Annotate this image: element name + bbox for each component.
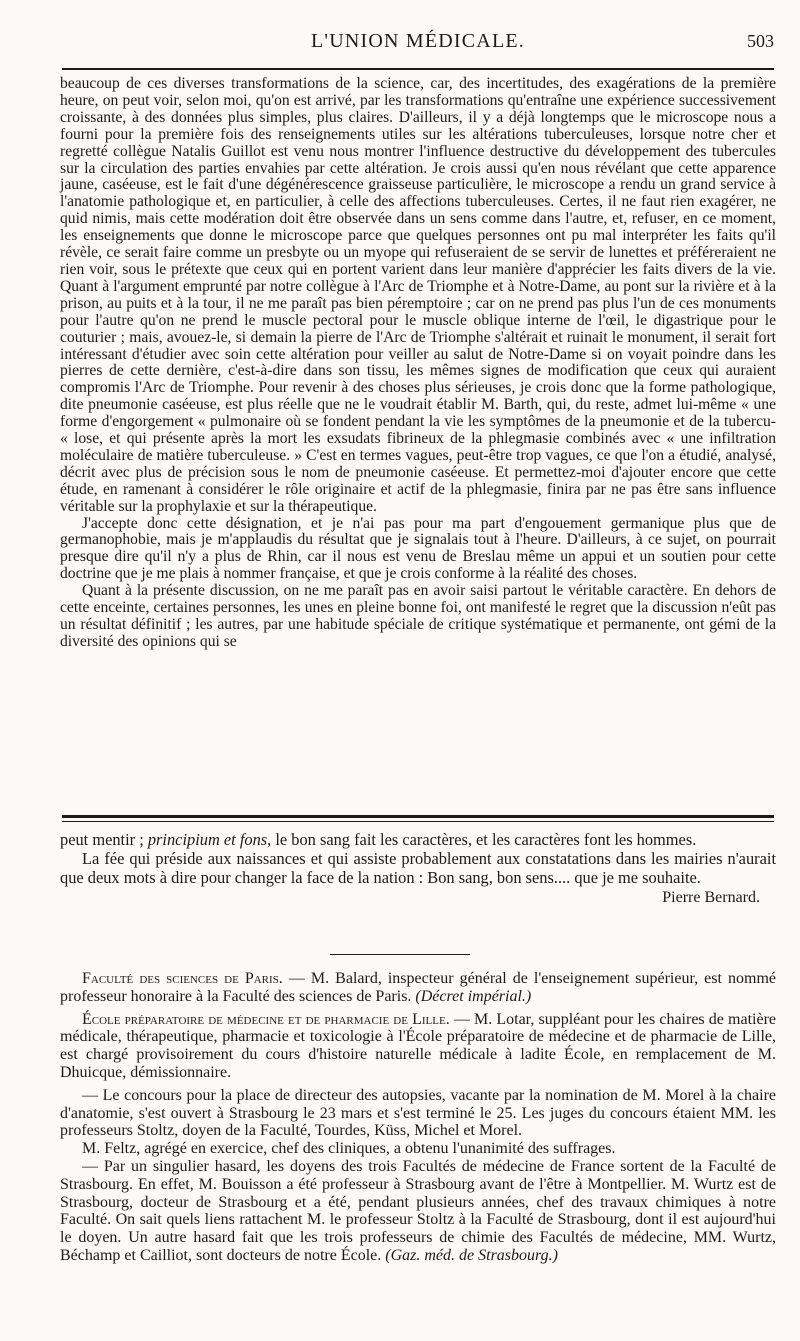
page-number: 503: [747, 31, 774, 51]
feuilleton-lead: peut mentir ;: [60, 830, 148, 849]
article-paragraph-3: Quant à la présente discussion, on ne me paraît pas en avoir saisi partout le véritable caractère. En dehors de cette enceinte, certaines personnes, les unes en pleine bonne foi, ont manifesté le regret que la discussion n'eût pas un résultat définitif ; les autres, par une habitude spéciale de critique systématique et permanente, ont gémi de la diversité des opinions qui se: [60, 582, 776, 650]
page-header: [62, 30, 774, 60]
header-rule: [62, 68, 774, 70]
news-item-2-heading: École préparatoire de médecine et de pharmacie de Lille.: [82, 1010, 450, 1028]
news-item-4: [60, 1140, 776, 1158]
feuilleton-paragraph-2: La fée qui préside aux naissances et qui assiste probablement aux constatations dans les mairies n'aurait que deux mots à dire pour changer la face de la nation : Bon sang, bon sens.... que je me souhaite.: [60, 848, 776, 887]
feuilleton-lead-rest: le bon sang fait les caractères, et les caractères font les hommes.: [271, 830, 697, 849]
feuilleton-paragraph-1: [60, 831, 776, 850]
news-item-1-source: (Décret impérial.): [415, 987, 532, 1005]
article-paragraph-2: J'accepte donc cette désignation, et je n'ai pas pour ma part d'engouement germanique plus que de germanophobie, mais je m'applaudis du résultat que je signalais tout à l'heure. D'ailleurs, à ce sujet, on pourrait presque dire qu'il n'y a plus de Rhin, car il nous est venu de Breslau même un appui et un soutien pour cette doctrine que je me plais à nommer française, et que je crois conforme à la réalité des choses.: [60, 514, 776, 583]
news-item-1: [60, 970, 776, 1006]
news-item-5: [60, 1158, 776, 1265]
feuilleton-italic: principium et fons,: [147, 830, 272, 849]
news-item-1-heading: Faculté des sciences de Paris.: [82, 970, 283, 987]
news-item-4-text: M. Feltz, agrégé en exercice, chef des cliniques, a obtenu l'unanimité des suffrages.: [82, 1140, 616, 1158]
news-item-3: [60, 1087, 776, 1140]
feuilleton: [60, 831, 776, 908]
feuilleton-signature: Pierre Bernard.: [662, 889, 760, 907]
feuilleton-rule-bottom: [62, 821, 774, 822]
news-item-1-text: — M. Balard, inspecteur général de l'enseignement supérieur, est nommé professeur honoraire à la Faculté des sciences de Paris.: [60, 970, 776, 1005]
section-separator: [330, 954, 470, 955]
article-paragraph-1: beaucoup de ces diverses transformations de la science, car, des incertitudes, des exagérations de la première heure, on peut voir, selon moi, qu'on est arrivé, par les transformations qu'entraîne une expérience successivement croissante, à des données plus simples, plus claires. D'ailleurs, il y a déjà longtemps que le microscope nous a fourni pour la première fois des renseignements utiles sur les altérations tuberculeuses, lorsque notre cher et regretté collègue Natalis Guillot est venu nous montrer l'influence destructive du développement des tubercules sur la circulation des parties envahies par cette altération. Je crois aussi qu'en nous révélant que cette apparence jaune, caséeuse, est le fait d'une dégénérescence graisseuse particulière, le microscope a rendu un grand service à l'anatomie pathologique et, en particulier, à celle des affections tuberculeuses. Certes, il ne faut rien exagérer, ne quid nimis, mais cette modération doit être observée dans un sens comme dans l'autre, et, refuser, en ce moment, les enseignements que donne le microscope parce que quelques personnes ont pu mal interpréter les faits qu'il révèle, ce serait faire comme un presbyte ou un myope qui refuseraient de se servir de lunettes et préféreraient ne rien voir, sous le prétexte que ceux qui en portent varient dans leur manière d'apprécier les faits divers de la vie. Quant à l'argument emprunté par notre collègue à l'Arc de Triomphe et à Notre-Dame, au pont sur la rivière et à la prison, au puits et à la tour, il ne me paraît pas bien péremptoire ; car on ne prend pas plus l'un de ces monuments pour l'autre qu'on ne prend le muscle pectoral pour le muscle oblique interne de l'œil, le digastrique pour le couturier ; mais, avouez-le, si demain la pierre de l'Arc de Triomphe s'altérait et ruinait le monument, il serait fort intéressant d'étudier avec soin cette altération pour veiller au salut de Notre-Dame si on voyait poindre dans les pierres de cette dernière, c'est-à-dire dans son tissu, les mêmes signes de modification que ceux qui auraient compromis l'Arc de Triomphe. Pour revenir à des choses plus sérieuses, je crois donc que la forme pathologique, dite pneumonie caséeuse, est plus réelle que ne le voudrait établir M. Barth, qui, du reste, admet lui-même « une forme d'engorgement « pulmonaire où se fondent pendant la vie les symptômes de la pneumonie et de la tubercu- « lose, et qui présente après la mort les exsudats fibrineux de la phlegmasie combinés avec « une infiltration moléculaire de matière tuberculeuse. » C'est en termes vagues, peut-être trop vagues, ce que l'on a étudié, analysé, décrit avec plus de précision sous le nom de pneumonie caséeuse. Et permettez-moi d'ajouter encore que cette étude, en ramenant à considérer le rôle originaire et actif de la phlegmasie, finira par ne pas être sans influence véritable sur la prophylaxie et sur la thérapeutique.: [60, 75, 776, 515]
news-item-5-text: — Par un singulier hasard, les doyens des trois Facultés de médecine de France sortent de la Faculté de Strasbourg. En effet, M. Bouisson a été professeur à Strasbourg avant de l'être à Montpellier. M. Wurtz est de Strasbourg, docteur de Strasbourg et a été, pendant plusieurs années, chef des travaux chimiques à notre Faculté. On sait quels liens rattachent M. le professeur Stoltz à la Faculté de Strasbourg, dont il est aujourd'hui le doyen. Un autre hasard fait que les trois professeurs de chimie des Facultés de médecine, MM. Wurtz, Béchamp et Cailliot, sont docteurs de notre École.: [60, 1157, 776, 1264]
news-section: [60, 970, 776, 1265]
news-item-2-text: — M. Lotar, suppléant pour les chaires de matière médicale, thérapeutique, pharmacie et toxicologie à l'École préparatoire de médecine et de pharmacie de Lille, est chargé provisoirement du cours d'histoire naturelle médicale à ladite École, en remplacement de M. Dhuicque, démissionnaire.: [60, 1010, 776, 1081]
article-body: [60, 76, 776, 651]
news-item-2: [60, 1011, 776, 1082]
feuilleton-rule-top: [62, 815, 774, 818]
news-item-5-source: (Gaz. méd. de Strasbourg.): [385, 1246, 558, 1264]
news-item-3-text: — Le concours pour la place de directeur des autopsies, vacante par la nomination de M. Morel à la chaire d'anatomie, s'est ouvert à Strasbourg le 23 mars et s'est terminé le 25. Les juges du concours étaient MM. les professeurs Stoltz, doyen de la Faculté, Tourdes, Küss, Michel et Morel.: [60, 1086, 776, 1140]
journal-title: L'UNION MÉDICALE.: [311, 30, 525, 52]
